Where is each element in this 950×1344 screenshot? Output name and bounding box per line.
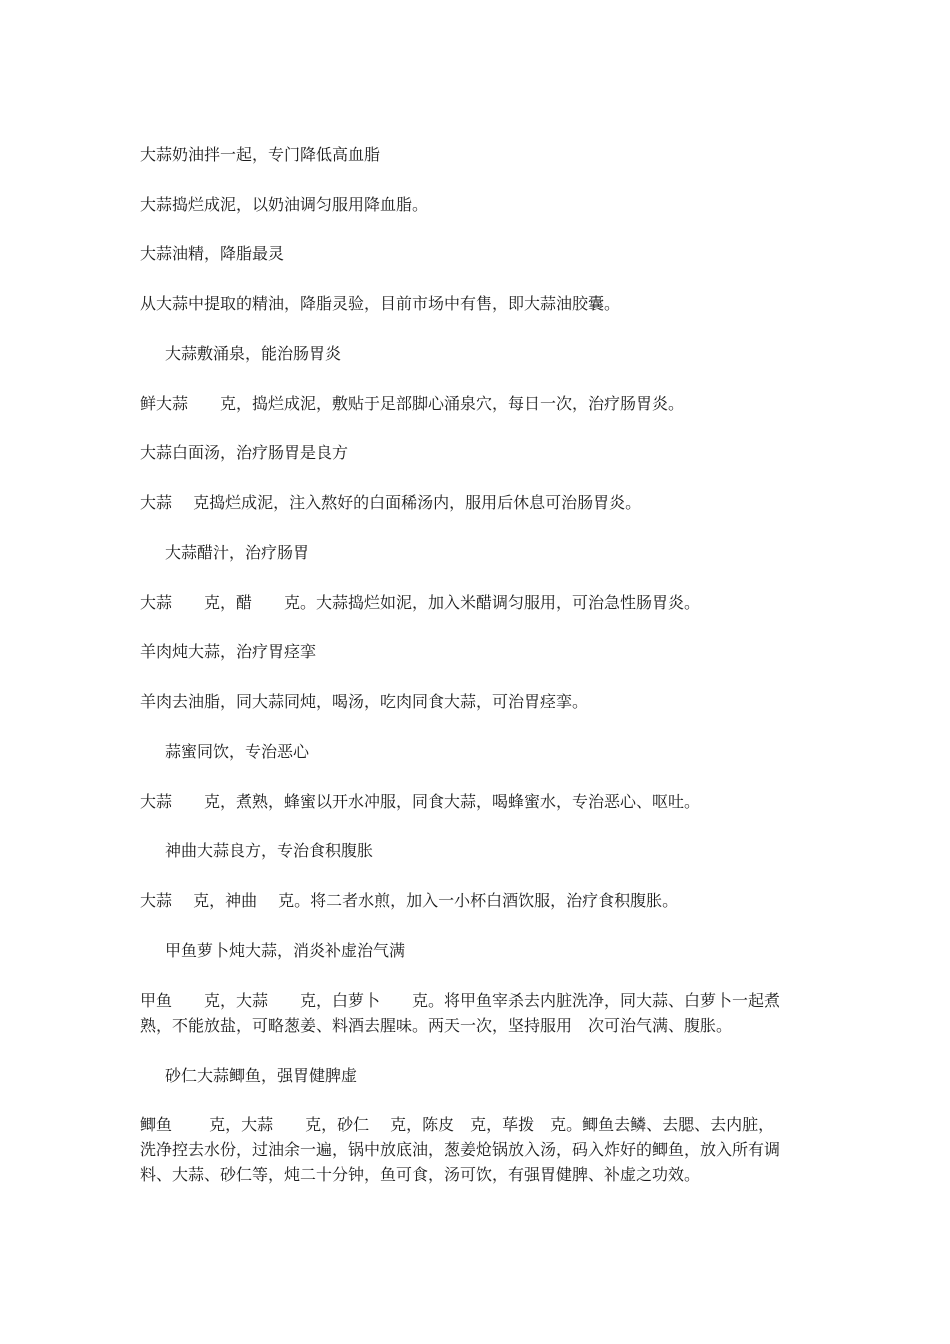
body-garlic-noodle-soup: 大蒜 克捣烂成泥，注入熬好的白面稀汤内，服用后休息可治肠胃炎。 [140,493,642,512]
heading-garlic-oil: 大蒜油精，降脂最灵 [140,244,285,263]
body-mutton-garlic: 羊肉去油脂，同大蒜同炖，喝汤，吃肉同食大蒜，可治胃痉挛。 [140,692,589,711]
body-garlic-oil: 从大蒜中提取的精油，降脂灵验，目前市场中有售，即大蒜油胶囊。 [140,294,621,313]
heading-shenqu-garlic: 神曲大蒜良方，专治食积腹胀 [165,841,374,860]
heading-crucian-carp: 砂仁大蒜鲫鱼，强胃健脾虚 [165,1066,358,1085]
body-crucian-carp-2: 洗净控去水份，过油余一遍，锅中放底油，葱姜炝锅放入汤，码入炸好的鲫鱼，放入所有调 [140,1140,781,1159]
heading-garlic-vinegar: 大蒜醋汁，治疗肠胃 [165,543,310,562]
body-garlic-honey: 大蒜 克，煮熟，蜂蜜以开水冲服，同食大蒜，喝蜂蜜水，专治恶心、呕吐。 [140,792,701,811]
heading-garlic-honey: 蒜蜜同饮，专治恶心 [165,742,310,761]
heading-garlic-noodle-soup: 大蒜白面汤，治疗肠胃是良方 [140,443,349,462]
heading-turtle-radish: 甲鱼萝卜炖大蒜，消炎补虚治气满 [165,941,406,960]
body-shenqu-garlic: 大蒜 克，神曲 克。将二者水煎，加入一小杯白酒饮服，治疗食积腹胀。 [140,891,679,910]
body-turtle-radish-2: 熟，不能放盐，可略葱姜、料酒去腥味。两天一次，坚持服用 次可治气满、腹胀。 [140,1016,733,1035]
body-garlic-yongquan: 鲜大蒜 克，捣烂成泥，敷贴于足部脚心涌泉穴，每日一次，治疗肠胃炎。 [140,394,685,413]
heading-garlic-yongquan: 大蒜敷涌泉，能治肠胃炎 [165,344,342,363]
heading-garlic-butter: 大蒜奶油拌一起，专门降低高血脂 [140,145,381,164]
body-garlic-butter: 大蒜捣烂成泥，以奶油调匀服用降血脂。 [140,195,429,214]
body-turtle-radish-1: 甲鱼 克，大蒜 克，白萝卜 克。将甲鱼宰杀去内脏洗净，同大蒜、白萝卜一起煮 [140,991,781,1010]
heading-mutton-garlic: 羊肉炖大蒜，治疗胃痉挛 [140,642,317,661]
body-crucian-carp-3: 料、大蒜、砂仁等，炖二十分钟，鱼可食，汤可饮，有强胃健脾、补虚之功效。 [140,1165,701,1184]
body-garlic-vinegar: 大蒜 克，醋 克。大蒜捣烂如泥，加入米醋调匀服用，可治急性肠胃炎。 [140,593,701,612]
body-crucian-carp-1: 鲫鱼 克，大蒜 克，砂仁 克，陈皮 克，荜拨 克。鲫鱼去鳞、去腮、去内脏， [140,1115,775,1134]
